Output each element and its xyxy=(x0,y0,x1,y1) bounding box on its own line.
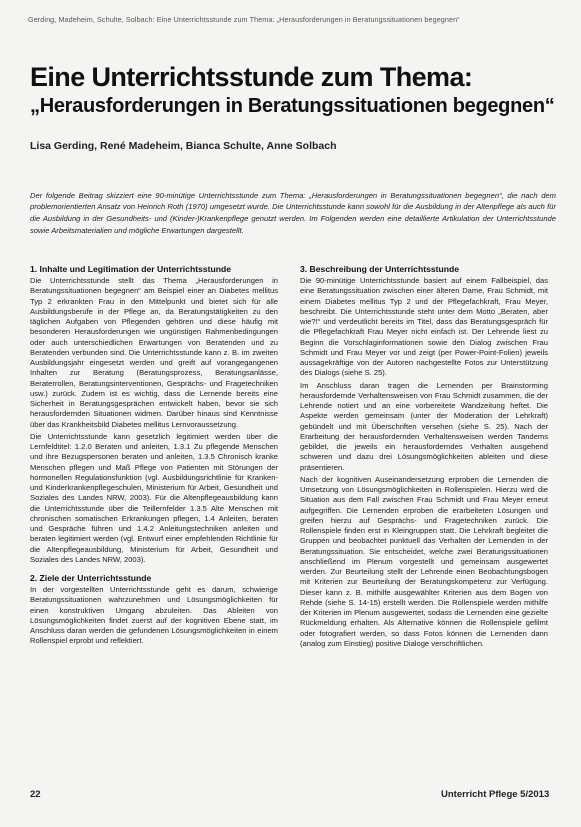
section-2-heading: 2. Ziele der Unterrichtsstunde xyxy=(30,573,152,583)
section-1-paragraph: Die Unterrichtsstunde stellt das Thema „Herausforderungen in Beratungssituationen begegnen“ am Beispiel einer an Diabetes mellitus Typ 2 erkrankten Frau in den Mittelpunkt und bietet sich für alle Ausbildungsberufe in der Pflege an, da Beratungstätigkeiten zu den täglichen Aufgaben von Pflegenden gehören und diese häufig mit besonderen Herausforderungen wie ungünstigen Rahmenbedingungen oder auch unterschiedlichen Erwartungen von Beratenden und zu Beratenden verbunden sind. Die Unterrichtsstunde kann z. B. im zweiten Ausbildungsjahr eingesetzt werden und greift auf vorangegangenen Inhalten zur Beratung (Beratungsprozess, Beratungsanlässe, Beraterrollen, Beratungsinterventionen, Gesprächs- und Fragetechniken usw.) zurück. Zudem ist es wichtig, dass die Lernende bereits eine Sicherheit in Beratungsgesprächen entwickelt haben, bevor sie sich herausfordernden Situationen widmen. Darüber hinaus sind Kenntnisse über das Krankheitsbild Diabetes mellitus Lernvoraussetzung. xyxy=(30,276,278,429)
section-3-heading: 3. Beschreibung der Unterrichtsstunde xyxy=(300,264,460,274)
section-3-paragraph: Die 90-minütige Unterrichtsstunde basiert auf einem Fallbeispiel, das eine Beratungssituation zwischen einer älteren Dame, Frau Schmidt, mit einem Diabetes mellitus Typ 2 und der Pflegefachkraft, Frau Meyer, beschreibt. Die Unterrichtsstunde steht unter dem Motto „Beraten, aber wie?!“ und verdeutlicht bereits im Titel, dass das Beratungsgespräch für die Pflegefachkraft Frau Meyer nicht einfach ist. Der Lehrende liest zu Beginn die Vorschlaginformationen sowie den Dialog zwischen Frau Schmidt und Frau Meyer vor und zeigt (per Power-Point-Folien) jeweils aussagekräftige von der Autoren nachgestellte Fotos zur Unterstützung des Dialogs (siehe S. 25). xyxy=(300,276,548,378)
journal-footer: Unterricht Pflege 5/2013 xyxy=(441,789,550,800)
page-number: 22 xyxy=(30,789,41,800)
left-column xyxy=(30,264,278,649)
article-title: Eine Unterrichtsstunde zum Thema: xyxy=(30,62,473,92)
article-subtitle: „Herausforderungen in Beratungssituationen begegnen“ xyxy=(30,95,555,117)
lead-paragraph: Der folgende Beitrag skizziert eine 90-minütige Unterrichtsstunde zum Thema: „Herausforderungen in Beratungssituationen begegnen“, die nach dem problemorientierten Ansatz von Heinrich Roth (1970) umgesetzt wurde. Die Unterrichtsstunde kann sowohl für die Ausbildung in der Altenpflege als auch für die Ausbildung in der Gesundheits- und (Kinder-)Krankenpflege genutzt werden. Im Folgenden werden eine detaillierte Artikulation der Unterrichtsstunde sowie Arbeitsmaterialien und mögliche Erwartungen dargestellt. xyxy=(30,190,556,235)
running-header: Gerding, Madeheim, Schulte, Solbach: Eine Unterrichtsstunde zum Thema: „Herausforderungen in Beratungssituationen begegnen“ xyxy=(28,15,460,24)
section-1-heading: 1. Inhalte und Legitimation der Unterrichtsstunde xyxy=(30,264,232,274)
section-2-paragraph: In der vorgestellten Unterrichtsstunde geht es darum, schwierige Beratungssituationen wahrzunehmen und Lösungsmöglichkeiten für einen konstruktiven Umgang abzuleiten. Das Ableiten von Lösungsmöglichkeiten findet zuerst auf der kognitiven Ebene statt, im Anschluss daran werden die gefundenen Lösungsmöglichkeiten in einem Rollenspiel erprobt und reflektiert. xyxy=(30,585,278,646)
authors-line: Lisa Gerding, René Madeheim, Bianca Schulte, Anne Solbach xyxy=(30,140,337,152)
right-column xyxy=(300,264,548,651)
section-3-paragraph: Im Anschluss daran tragen die Lernenden per Brainstorming herausfordernde Verhaltensweisen von Frau Schmidt zusammen, die der Lehrende notiert und an eine vorbereitete Wandzeitung heftet. Die Aspekte werden gemeinsam (unter der Moderation der Lehrkraft) gebündelt und mit Überschriften versehen (siehe S. 25). Nach der Erarbeitung der herausfordernden Verhaltensweisen werden Tandems gebildet, die jeweils ein herausforderndes Verhalten ausgehend schweren und dazu drei Lösungsmöglichkeiten ableiten und diese präsentieren. xyxy=(300,380,548,472)
section-1-paragraph: Die Unterrichtsstunde kann gesetzlich legitimiert werden über die Lernfeldtitel: 1.2.0 Beraten und anleiten, 1.3.1 Zu pflegende Menschen und ihre Bezugspersonen beraten und anleiten, 1.3.5 Chronisch kranke Menschen pflegen und Maß Pflege von Patienten mit Störungen der hormonellen Regulationsfunktion (vgl. Ausbildungsrichtlinie für Kranken- und Kinderkrankenpflegeschulen, Ministerium für Arbeit, Gesundheit und Soziales des Landes NRW, 2003). Für die Altenpflegeausbildung kann die Unterrichtsstunde über die Teillernfelder 1.3.5 Alte Menschen mit chronischen somatischen Erkrankungen pflegen, 1.4 Anleiten, beraten und Gespräche führen und 1.4.2 Anleitungstechniken anleiten und beraten legitimiert werden (vgl. Entwurf einer empfehlenden Richtlinie für die Altenpflegeausbildung, Ministerium für Arbeit, Gesundheit und Soziales des Landes NRW, 2003). xyxy=(30,431,278,564)
section-3-paragraph: Nach der kognitiven Auseinandersetzung erproben die Lernenden die Umsetzung von Lösungsmöglichkeiten in Rollenspielen. Hierzu wird die Situation aus dem Fall zwischen Frau Schmidt und Frau Meyer erneut aufgegriffen. Die Lernenden erproben die erarbeiteten Lösungen und greifen hierzu auf Gesprächs- und Fragetechniken zurück. Die Rollenspiele finden erst in Kleingruppen statt. Die Lehrkraft begleitet die Gruppen und beobachtet punktuell das Verhalten der Lernenden in der Beratungssituation. Sie entscheidet, welche zwei Beratungssituationen anschließend im Plenum vorgestellt und gemeinsam ausgewertet werden. Zur Beurteilung stellt der Lehrende einen Beobachtungsbogen mit Kriterien zur Beurteilung der Beratungskompetenz zur Verfügung. Dieser kann z. B. mithilfe ausgewählter Kriterien aus dem Bogen von Rehde (siehe S. 14-15) erstellt werden. Die Rollenspiele werden mithilfe der Kriterien im Plenum ausgewertet, sodass die Lernenden eine gezielte Rückmeldung erhalten. Als Alternative können die Rollenspiele gefilmt oder fotografiert werden, so dass Fotos können die Lernenden dann (analog zum Einstieg) positive Dialoge verschriftlichen. xyxy=(300,474,548,648)
